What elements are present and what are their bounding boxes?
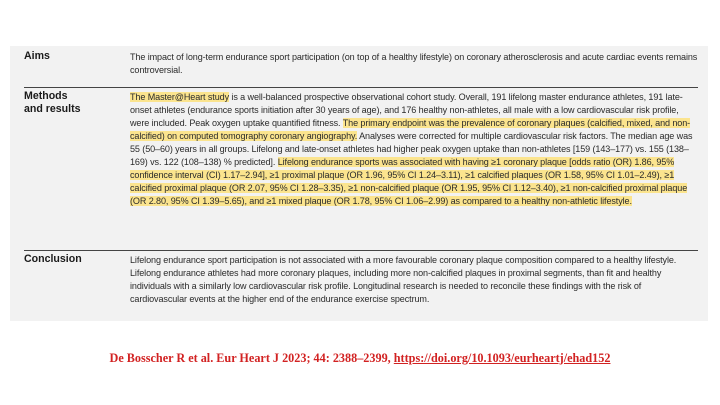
methods-text-part: Analyses were corrected for multiple cardiovascular risk factors. The median age was 55 (50–60) years in all groups. Lifelong and late-onset athletes had higher peak oxygen uptake than non-athletes [159 (143–177) vs. 155 (138–169) vs. 122 (108–138) % predicted]. (130, 131, 693, 167)
methods-label-line1: Methods (24, 90, 68, 102)
methods-section (24, 87, 698, 250)
aims-text: The impact of long-term endurance sport participation (on top of a healthy lifestyle) on coronary atherosclerosis and acute cardiac events remains controversial. (130, 52, 698, 75)
aims-label: Aims (24, 50, 50, 62)
conclusion-label: Conclusion (24, 253, 82, 265)
citation-text: De Bosscher R et al. Eur Heart J 2023; 44: 2388–2399, (109, 351, 394, 365)
methods-label (24, 88, 130, 250)
methods-label-line2: and results (24, 103, 81, 115)
citation (0, 351, 720, 366)
conclusion-text: Lifelong endurance sport participation is not associated with a more favourable coronary plaque composition compared to a healthy lifestyle. Lifelong endurance athletes had more coronary plaques, including more non-calcified plaques in proximal segments, than fit and healthy individuals with a similarly low cardiovascular risk profile. Longitudinal research is needed to reconcile these findings with the risk of cardiovascular events at the higher end of the endurance exercise spectrum. (130, 255, 677, 304)
aims-section (24, 48, 698, 87)
highlight-study-name: The Master@Heart study (130, 92, 229, 102)
methods-text-part: is a well-balanced prospective observational cohort study. Overall, 191 lifelong master endurance athletes, 191 late-onset athletes (endurance sports initiation after 30 years of age), and 176 healthy non-athletes, all male with a low cardiovascular risk profile, were included. Peak oxygen uptake quantified fitness. (130, 92, 683, 128)
conclusion-section (24, 250, 698, 321)
highlight-results: Lifelong endurance sports was associated with having ≥1 coronary plaque [odds ratio (OR) 1.86, 95% confidence interval (CI) 1.17–2.94], ≥1 proximal plaque (OR 1.96, 95% CI 1.24–3.11), ≥1 calcified plaques (OR 1.58, 95% CI 1.01–2.49), ≥1 calcified proximal plaque (OR 2.07, 95% CI 1.28–3.35), ≥1 non-calcified plaque (OR 1.95, 95% CI 1.12–3.40), ≥1 non-calcified proximal plaque (OR 2.80, 95% CI 1.39–5.65), and ≥1 mixed plaque (OR 1.78, 95% CI 1.06–2.99) as compared to a healthy non-athletic lifestyle. (130, 157, 688, 206)
highlight-primary-endpoint: The primary endpoint was the prevalence of coronary plaques (calcified, mixed, and non-calcified) on computed tomography coronary angiography. (130, 118, 691, 141)
structured-abstract (10, 46, 708, 321)
methods-text (130, 88, 698, 250)
doi-link[interactable]: https://doi.org/10.1093/eurheartj/ehad152 (393, 351, 611, 365)
